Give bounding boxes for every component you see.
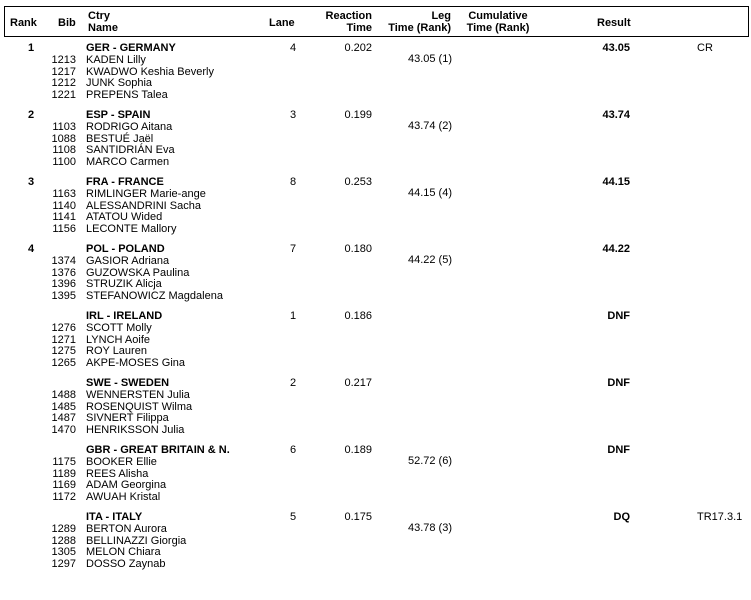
athlete-bib: 1289 [51,523,76,535]
athlete-bib: 1141 [52,211,76,224]
athlete-bib: 1217 [51,65,76,78]
team-result: DQ [613,511,630,523]
team-result: 44.22 [602,243,630,255]
team-result-row [0,377,751,443]
athlete-bib: 1271 [51,333,76,346]
team-country: IRL - IRELAND [86,310,163,322]
team-country: GBR - GREAT BRITAIN & N. [86,444,230,456]
team-result: 43.05 [602,42,630,54]
athlete-bib: 1175 [52,456,76,468]
athlete-name: BERTON Aurora [86,523,167,535]
team-lane: 8 [289,176,297,188]
team-country: GER - GERMANY [86,42,176,54]
team-result: DNF [607,377,630,389]
athlete-bib: 1374 [51,255,76,267]
team-result-row [0,42,751,108]
team-leg-time: 43.78 (3) [407,522,452,534]
athlete-bib: 1487 [51,412,76,425]
athlete-name: ALESSANDRINI Sacha [86,199,201,212]
athlete-name: LECONTE Mallory [86,222,177,235]
athlete-name: AWUAH Kristal [86,490,161,503]
team-reaction-time: 0.189 [344,444,372,456]
athlete-name: PREPENS Talea [86,88,168,101]
athlete-name: SCOTT Molly [86,322,152,334]
team-country: SWE - SWEDEN [86,377,170,389]
team-rank: 3 [28,176,35,188]
team-lane: 7 [289,243,297,255]
team-record-note: CR [697,42,713,54]
team-leg-time: 44.15 (4) [407,187,452,199]
athlete-bib: 1140 [52,199,76,212]
athlete-bib: 1288 [51,534,76,547]
athlete-bib: 1376 [51,266,76,279]
team-reaction-time: 0.202 [344,42,372,54]
athlete-name: RODRIGO Aitana [86,121,173,133]
reaction-time-header [317,10,372,34]
result-header: Result [597,17,631,29]
athlete-name: SANTIDRIÁN Eva [86,144,175,157]
athlete-bib: 1221 [51,88,76,101]
team-country: FRA - FRANCE [86,176,164,188]
team-lane: 4 [289,42,297,54]
athlete-bib: 1163 [52,188,76,200]
athlete-name: DOSSO Zaynab [86,557,166,570]
team-country: ESP - SPAIN [86,109,151,121]
rank-header: Rank [10,17,37,29]
team-leg-time: 43.74 (2) [407,120,452,132]
athlete-name: GUZOWSKA Paulina [86,266,190,279]
team-reaction-time: 0.217 [344,377,372,389]
reaction-header-line1: Reaction [325,10,372,22]
team-country: ITA - ITALY [86,511,143,523]
athlete-name: ROSENQUIST Wilma [86,400,193,413]
athlete-bib: 1100 [52,155,76,168]
leg-time-header [383,10,451,34]
athlete-bib: 1169 [52,479,76,492]
athlete-bib: 1485 [51,400,76,413]
athlete-name: ADAM Georgina [86,479,167,492]
athlete-bib: 1275 [51,345,76,358]
team-record-note: TR17.3.1 [697,511,743,523]
athlete-name: ATATOU Wided [86,211,163,224]
team-result-row [0,109,751,175]
team-reaction-time: 0.199 [344,109,372,121]
athlete-name: SIVNERT Filippa [86,412,169,425]
athlete-name: STEFANOWICZ Magdalena [86,289,223,302]
athlete-bib: 1305 [51,546,76,559]
athlete-bib: 1103 [52,121,76,133]
team-leg-time: 52.72 (6) [407,455,452,467]
ctry-header-label: Ctry [88,10,111,22]
leg-header-line1: Leg [431,10,451,22]
athlete-bib: 1088 [51,132,76,145]
team-result-row [0,243,751,309]
ctry-name-header [88,10,118,34]
athlete-name: MARCO Carmen [86,155,170,168]
athlete-bib: 1396 [51,278,76,291]
athlete-name: MELON Chiara [86,546,161,559]
team-reaction-time: 0.175 [344,511,372,523]
team-rank: 4 [28,243,35,255]
athlete-name: BESTUÉ Jaël [86,132,154,145]
team-reaction-time: 0.253 [344,176,372,188]
athlete-bib: 1213 [51,54,76,66]
team-result-row [0,176,751,242]
athlete-bib: 1276 [51,322,76,334]
athlete-bib: 1488 [51,389,76,401]
athlete-bib: 1108 [52,144,76,157]
athlete-name: REES Alisha [86,467,149,480]
team-result: DNF [607,444,630,456]
team-result: 43.74 [602,109,630,121]
cumulative-time-header [463,10,533,34]
athlete-name: KWADWO Keshia Beverly [86,65,214,78]
team-lane: 5 [289,511,297,523]
athlete-name: LYNCH Aoife [86,333,150,346]
team-leg-time: 43.05 (1) [407,53,452,65]
cumulative-header-line2: Time (Rank) [466,22,530,34]
athlete-name: AKPE-MOSES Gina [86,356,186,369]
leg-header-line2: Time (Rank) [388,22,451,34]
athlete-bib: 1212 [51,77,76,90]
results-table-header [4,6,749,37]
team-result: 44.15 [602,176,630,188]
athlete-bib: 1156 [52,222,76,235]
athlete-bib: 1172 [52,490,76,503]
athlete-name: BOOKER Ellie [86,456,157,468]
athlete-name: KADEN Lilly [86,54,146,66]
team-result: DNF [607,310,630,322]
team-country: POL - POLAND [86,243,165,255]
team-reaction-time: 0.186 [344,310,372,322]
team-reaction-time: 0.180 [344,243,372,255]
athlete-name: HENRIKSSON Julia [86,423,185,436]
athlete-bib: 1265 [51,356,76,369]
athlete-bib: 1395 [51,289,76,302]
athlete-name: WENNERSTEN Julia [86,389,190,401]
reaction-header-line2: Time [346,22,372,34]
athlete-bib: 1189 [52,467,76,480]
team-lane: 6 [289,444,297,456]
team-result-row [0,310,751,376]
team-rank: 2 [28,109,35,121]
team-result-row [0,444,751,510]
athlete-name: STRUZIK Alicja [86,278,162,291]
name-header-label: Name [88,22,118,34]
athlete-bib: 1297 [51,557,76,570]
team-leg-time: 44.22 (5) [407,254,452,266]
team-result-row [0,511,751,577]
athlete-name: BELLINAZZI Giorgia [86,534,187,547]
cumulative-header-line1: Cumulative [468,10,528,22]
athlete-name: RIMLINGER Marie-ange [86,188,206,200]
team-lane: 1 [289,310,297,322]
athlete-bib: 1470 [51,423,76,436]
athlete-name: GASIOR Adriana [86,255,170,267]
team-lane: 2 [289,377,297,389]
athlete-name: ROY Lauren [86,345,147,358]
lane-header: Lane [269,17,295,29]
team-rank: 1 [28,42,35,54]
team-lane: 3 [289,109,297,121]
bib-header: Bib [58,17,76,29]
athlete-name: JUNK Sophia [86,77,153,90]
